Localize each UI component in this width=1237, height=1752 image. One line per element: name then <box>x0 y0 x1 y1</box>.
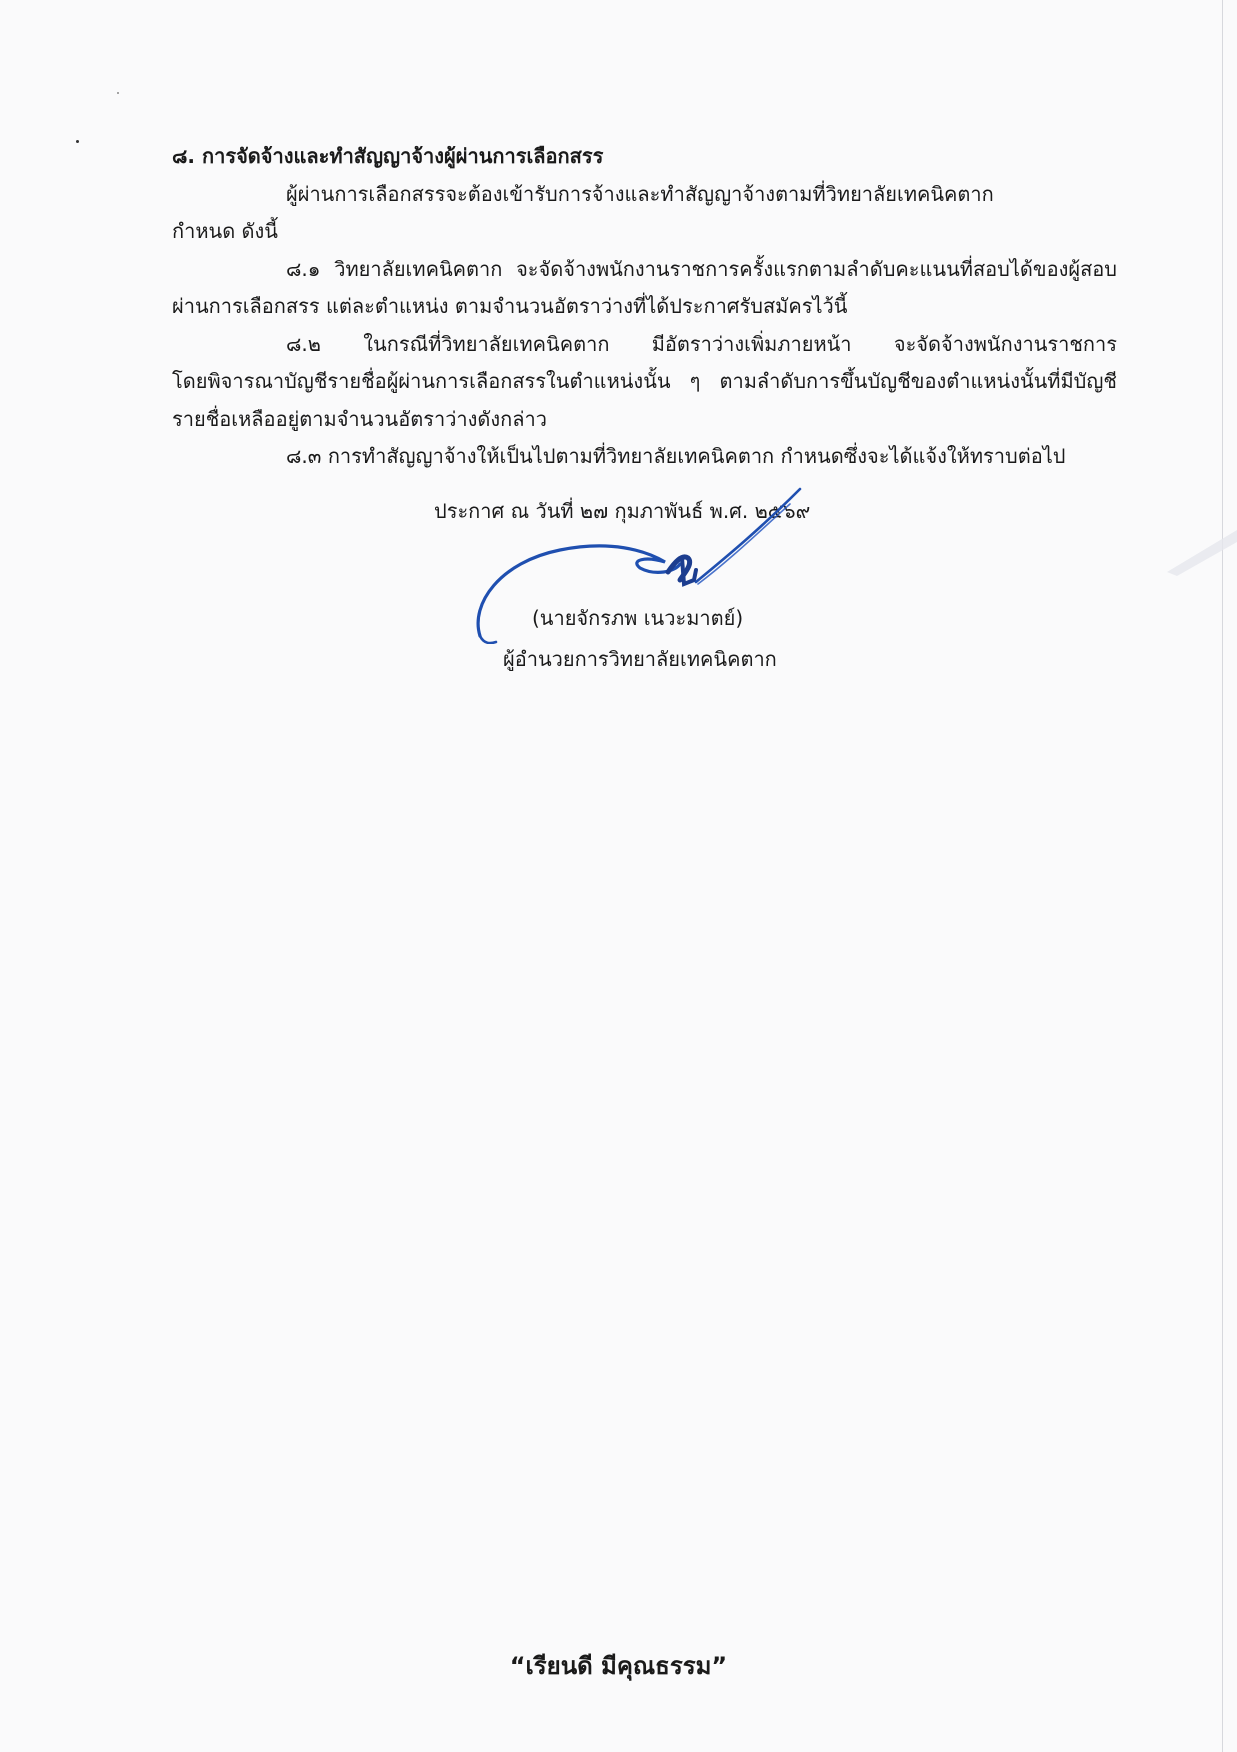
scan-speck <box>76 140 79 143</box>
clause-8-2-line: รายชื่อเหลืออยู่ตามจำนวนอัตราว่างดังกล่าว <box>172 407 547 431</box>
intro-paragraph-line: กำหนด ดังนี้ <box>172 219 278 243</box>
signer-title: ผู้อำนวยการวิทยาลัยเทคนิคตาก <box>503 647 777 671</box>
scan-glare <box>1147 520 1237 580</box>
scan-edge-line <box>1222 0 1223 1752</box>
section-heading: ๘. การจัดจ้างและทำสัญญาจ้างผู้ผ่านการเลือกสรร <box>172 144 604 168</box>
scan-speck <box>117 92 119 94</box>
intro-paragraph-line: ผู้ผ่านการเลือกสรรจะต้องเข้ารับการจ้างและทำสัญญาจ้างตามที่วิทยาลัยเทคนิคตาก <box>286 182 994 206</box>
footer-motto: “เรียนดี มีคุณธรรม” <box>509 1652 728 1680</box>
signer-name: (นายจักรภพ เนวะมาตย์) <box>532 606 744 630</box>
clause-8-2-line: โดยพิจารณาบัญชีรายชื่อผู้ผ่านการเลือกสรรในตำแหน่งนั้น ๆ ตามลำดับการขึ้นบัญชีของตำแหน่งนั้นที่มีบัญชี <box>172 369 1117 393</box>
announcement-date: ประกาศ ณ วันที่ ๒๗ กุมภาพันธ์ พ.ศ. ๒๕๖๙ <box>434 499 811 523</box>
clause-8-2-line: ๘.๒ ในกรณีที่วิทยาลัยเทคนิคตาก มีอัตราว่างเพิ่มภายหน้า จะจัดจ้างพนักงานราชการ <box>286 332 1117 356</box>
clause-8-1-line: ผ่านการเลือกสรร แต่ละตำแหน่ง ตามจำนวนอัตราว่างที่ได้ประกาศรับสมัครไว้นี้ <box>172 294 848 318</box>
clause-8-3-line: ๘.๓ การทำสัญญาจ้างให้เป็นไปตามที่วิทยาลัยเทคนิคตาก กำหนดซึ่งจะได้แจ้งให้ทราบต่อไป <box>286 444 1066 468</box>
clause-8-1-line: ๘.๑ วิทยาลัยเทคนิคตาก จะจัดจ้างพนักงานราชการครั้งแรกตามลำดับคะแนนที่สอบได้ของผู้สอบ <box>286 257 1117 281</box>
